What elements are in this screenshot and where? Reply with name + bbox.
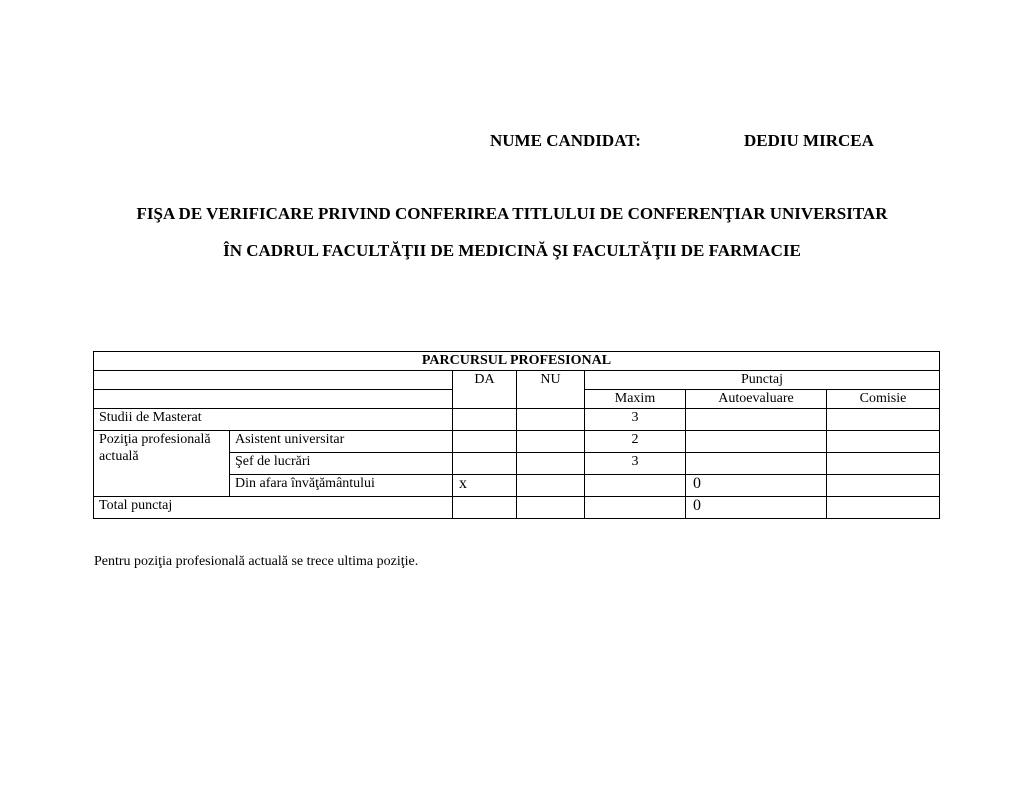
professional-path-table xyxy=(93,351,940,519)
row-label-total: Total punctaj xyxy=(94,497,453,519)
cell-nu xyxy=(517,431,585,453)
row-label-sef: Şef de lucrări xyxy=(230,453,453,475)
cell-comisie xyxy=(827,475,940,497)
cell-comisie xyxy=(827,409,940,431)
cell-comisie xyxy=(827,497,940,519)
row-label-pozitie: Poziţia profesională actuală xyxy=(94,431,230,497)
cell-autoevaluare: 0 xyxy=(686,497,827,519)
candidate-label: NUME CANDIDAT: xyxy=(490,131,641,150)
cell-nu xyxy=(517,497,585,519)
row-label-masterat: Studii de Masterat xyxy=(94,409,453,431)
cell-da xyxy=(453,431,517,453)
cell-autoevaluare: 0 xyxy=(686,475,827,497)
row-label-afara: Din afara învăţământului xyxy=(230,475,453,497)
cell-maxim: 3 xyxy=(585,409,686,431)
row-label-asistent: Asistent universitar xyxy=(230,431,453,453)
table-row xyxy=(94,431,940,453)
cell-maxim xyxy=(585,475,686,497)
cell-maxim xyxy=(585,497,686,519)
cell-maxim: 2 xyxy=(585,431,686,453)
cell-autoevaluare xyxy=(686,453,827,475)
header-blank-2 xyxy=(94,390,453,409)
header-maxim: Maxim xyxy=(585,390,686,409)
header-punctaj: Punctaj xyxy=(585,371,940,390)
header-da: DA xyxy=(453,371,517,409)
table-row xyxy=(94,497,940,519)
table-row xyxy=(94,409,940,431)
cell-da: x xyxy=(453,475,517,497)
cell-da xyxy=(453,497,517,519)
cell-nu xyxy=(517,453,585,475)
section-title: PARCURSUL PROFESIONAL xyxy=(94,352,940,371)
header-row-1 xyxy=(94,371,940,390)
header-autoevaluare: Autoevaluare xyxy=(686,390,827,409)
cell-maxim: 3 xyxy=(585,453,686,475)
document-title-line-1: FIŞA DE VERIFICARE PRIVIND CONFERIREA TITLULUI DE CONFERENŢIAR UNIVERSITAR xyxy=(136,204,888,223)
header-comisie: Comisie xyxy=(827,390,940,409)
cell-comisie xyxy=(827,431,940,453)
footnote: Pentru poziţia profesională actuală se trece ultima poziţie. xyxy=(94,554,419,569)
table-title-row xyxy=(94,352,940,371)
cell-nu xyxy=(517,409,585,431)
cell-comisie xyxy=(827,453,940,475)
cell-nu xyxy=(517,475,585,497)
cell-da xyxy=(453,453,517,475)
header-nu: NU xyxy=(517,371,585,409)
candidate-name: DEDIU MIRCEA xyxy=(744,131,874,150)
cell-autoevaluare xyxy=(686,409,827,431)
cell-autoevaluare xyxy=(686,431,827,453)
document-title-line-2: ÎN CADRUL FACULTĂŢII DE MEDICINĂ ŞI FACULTĂŢII DE FARMACIE xyxy=(223,241,801,260)
cell-da xyxy=(453,409,517,431)
header-blank xyxy=(94,371,453,390)
